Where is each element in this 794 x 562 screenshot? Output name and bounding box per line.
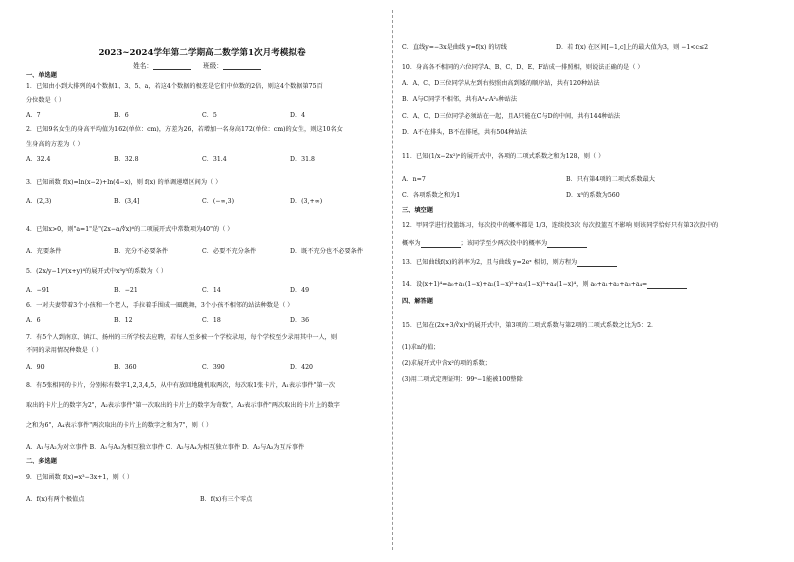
- option[interactable]: A．7: [26, 112, 41, 119]
- question-10-option-c[interactable]: C．A、C、D三位同学必须站在一起，且A只能在C与D的中间，共有144种站法: [402, 113, 621, 120]
- exam-title: 2023~2024学年第二学期高二数学第1次月考模拟卷: [98, 48, 306, 58]
- question-10-option-a[interactable]: A．A、C、D三位同学从左到右按照由高到矮的顺序站，共有120种站法: [402, 80, 600, 87]
- option[interactable]: A．充要条件: [26, 248, 62, 255]
- option[interactable]: B．−21: [114, 287, 138, 294]
- answer-blank[interactable]: [547, 241, 587, 248]
- question-15: 15．已知在(2x+3/∛x)ⁿ的展开式中，第3项的二项式系数与第2项的二项式系数之比为5：2．: [402, 322, 658, 329]
- option[interactable]: A．90: [26, 364, 45, 371]
- option[interactable]: B．12: [114, 317, 133, 324]
- option[interactable]: D．31.8: [290, 156, 315, 163]
- question-4-options: [26, 248, 378, 256]
- option[interactable]: C．各项系数之和为1: [402, 192, 461, 199]
- option[interactable]: D．若 f(x) 在区间[−1,c]上的最大值为3，则 −1<c≤2: [556, 44, 709, 51]
- question-12-line-1: 12．甲同学进行投篮练习，每次投中的概率都是 1/3，连续投3次 每次投篮互不影响 则该同学恰好只有第3次投中的: [402, 222, 719, 229]
- section-multiple-choice: 二、多选题: [26, 458, 57, 465]
- question-3-options: [26, 198, 378, 206]
- question-11-options-ab: [402, 176, 716, 184]
- question-15-part-2: (2)求展开式中含x²的项的系数；: [402, 360, 491, 367]
- question-9-options-ab: [26, 496, 360, 504]
- option[interactable]: D．(3,+∞): [290, 198, 323, 205]
- option[interactable]: B．360: [114, 364, 137, 371]
- q12-text-b: ；该同学至少两次投中的概率为: [460, 240, 548, 247]
- question-5-options: [26, 287, 378, 295]
- q14-text: 14．设(x+1)⁴=a₀+a₁(1−x)+a₂(1−x)²+a₃(1−x)³+a₄(1−x)⁴，则 a₀+a₁+a₂+a₃+a₄=: [402, 281, 648, 288]
- question-4: 4．已知x>0，则"a=1"是"(2x−a/∜x)⁶的二项展开式中常数项为40"的（ ）: [26, 226, 234, 233]
- q12-text-a: 概率为: [402, 240, 421, 247]
- option[interactable]: D．49: [290, 287, 310, 294]
- option[interactable]: C．31.4: [202, 156, 227, 163]
- question-11-options-cd: [402, 192, 716, 200]
- question-7-line-2: 不同的录用情况种数是（ ）: [26, 347, 103, 354]
- option[interactable]: C．390: [202, 364, 225, 371]
- question-2-options: [26, 156, 378, 164]
- question-6: 6．一对夫妻带着3个小孩和一个老人，手拉着手围成一圈跳舞，3个小孩不相邻的站法种数是（ ）: [26, 302, 294, 309]
- class-blank[interactable]: [223, 62, 261, 70]
- option[interactable]: D．420: [290, 364, 313, 371]
- option[interactable]: C．14: [202, 287, 221, 294]
- option[interactable]: A．6: [26, 317, 41, 324]
- option[interactable]: C．5: [202, 112, 217, 119]
- question-8-line-1: 8．有5张相同的卡片，分别标有数字1,2,3,4,5，从中有放回地随机取两次，每次取1张卡片，A₁表示事件"第一次: [26, 382, 336, 389]
- question-8-line-3: 之和为6"，A₄表示事件"两次取出的卡片上的数字之和为7"，则（ ）: [26, 422, 213, 429]
- question-8-line-2: 取出的卡片上的数字为2"，A₂表示事件"第一次取出的卡片上的数字为奇数"，A₃表示事件"两次取出的卡片上的数字: [26, 402, 340, 409]
- option[interactable]: A．−91: [26, 287, 50, 294]
- option[interactable]: D．36: [290, 317, 310, 324]
- question-15-part-1: (1)求n的值；: [402, 344, 440, 351]
- question-1-options: [26, 112, 378, 120]
- name-blank[interactable]: [153, 62, 191, 70]
- section-answer: 四、解答题: [402, 298, 433, 305]
- section-single-choice: 一、单选题: [26, 72, 57, 79]
- question-8-options[interactable]: A．A₁与A₂为对立事件 B．A₁与A₃为相互独立事件 C．A₂与A₄为相互独立事件 D．A₂与A₃为互斥事件: [26, 444, 305, 451]
- question-7-options: [26, 364, 378, 372]
- option[interactable]: A．32.4: [26, 156, 51, 163]
- question-9-options-cd: [402, 44, 709, 52]
- option[interactable]: A．n=7: [402, 176, 426, 183]
- question-9: 9．已知函数 f(x)=x³−3x+1，则（ ）: [26, 474, 134, 481]
- option[interactable]: B．充分不必要条件: [114, 248, 169, 255]
- option[interactable]: D．既不充分也不必要条件: [290, 248, 364, 255]
- question-10-option-b[interactable]: B．A与C同学不相邻，共有A⁴₄·A²₅种站法: [402, 96, 518, 103]
- question-10: 10．身高各不相同的六位同学A、B、C、D、E、F站成一排照相，则说法正确的是（ ）: [402, 64, 644, 71]
- question-2-line-1: 2．已知9名女生的身高平均值为162(单位：cm)，方差为26，若增加一名身高172(单位：cm)的女生，则这10名女: [26, 126, 343, 133]
- q13-text: 13．已知曲线f(x)的斜率为2，且与曲线 y=2eˣ 相切，则方程为: [402, 259, 578, 266]
- option[interactable]: D．4: [290, 112, 306, 119]
- question-13: [402, 259, 617, 267]
- answer-blank[interactable]: [421, 241, 461, 248]
- option[interactable]: B．f(x)有三个零点: [200, 496, 253, 503]
- question-10-option-d[interactable]: D．A不在排头，B不在排尾，共有504种站法: [402, 129, 527, 136]
- answer-blank[interactable]: [647, 282, 687, 289]
- question-11: 11．已知(1/x−2x²)ⁿ的展开式中，各项的二项式系数之和为128，则（ ）: [402, 153, 605, 160]
- option[interactable]: B．(3,4]: [114, 198, 140, 205]
- option[interactable]: B．6: [114, 112, 129, 119]
- answer-blank[interactable]: [577, 260, 617, 267]
- student-info: [26, 60, 378, 70]
- option[interactable]: B．只有第4项的二项式系数最大: [566, 176, 655, 183]
- question-14: [402, 281, 687, 289]
- option[interactable]: C．(−∞,3): [202, 198, 234, 205]
- question-7-line-1: 7．有5个人到南京、镇江、扬州的三所学校去应聘，若每人至多被一个学校录用，每个学校至少录用其中一人，则: [26, 334, 338, 341]
- option[interactable]: C．直线y=−3x是曲线 y=f(x) 的切线: [402, 44, 507, 51]
- section-fill-in: 三、填空题: [402, 207, 433, 214]
- question-1-line-2: 分位数是（ ）: [26, 97, 66, 104]
- option[interactable]: B．32.8: [114, 156, 139, 163]
- question-2-line-2: 生身高的方差为（ ）: [26, 141, 84, 148]
- question-15-part-3: (3)用二项式定理证明：99ⁿ−1能被100整除: [402, 376, 523, 383]
- column-divider: [392, 10, 393, 550]
- option[interactable]: C．18: [202, 317, 221, 324]
- question-3: 3．已知函数 f(x)=ln(x−2)+ln(4−x)，则 f(x) 的单调递增区间为（ ）: [26, 179, 222, 186]
- question-12-line-2: [402, 240, 587, 248]
- option[interactable]: A．(2,3): [26, 198, 52, 205]
- option[interactable]: D．x⁵的系数为560: [566, 192, 620, 199]
- question-6-options: [26, 317, 378, 325]
- option[interactable]: A．f(x)有两个极值点: [26, 496, 85, 503]
- option[interactable]: C．必要不充分条件: [202, 248, 257, 255]
- question-1-line-1: 1．已知由小到大排列的4个数据1、3、5、a，若这4个数据的极差是它们中位数的2倍，则这4个数据第75百: [26, 83, 323, 90]
- question-5: 5．(2x/y−1)⁶(x+y)⁴的展开式中x³y³的系数为（ ）: [26, 268, 168, 275]
- name-label: 姓名：: [133, 62, 153, 70]
- class-label: 班级：: [203, 62, 223, 70]
